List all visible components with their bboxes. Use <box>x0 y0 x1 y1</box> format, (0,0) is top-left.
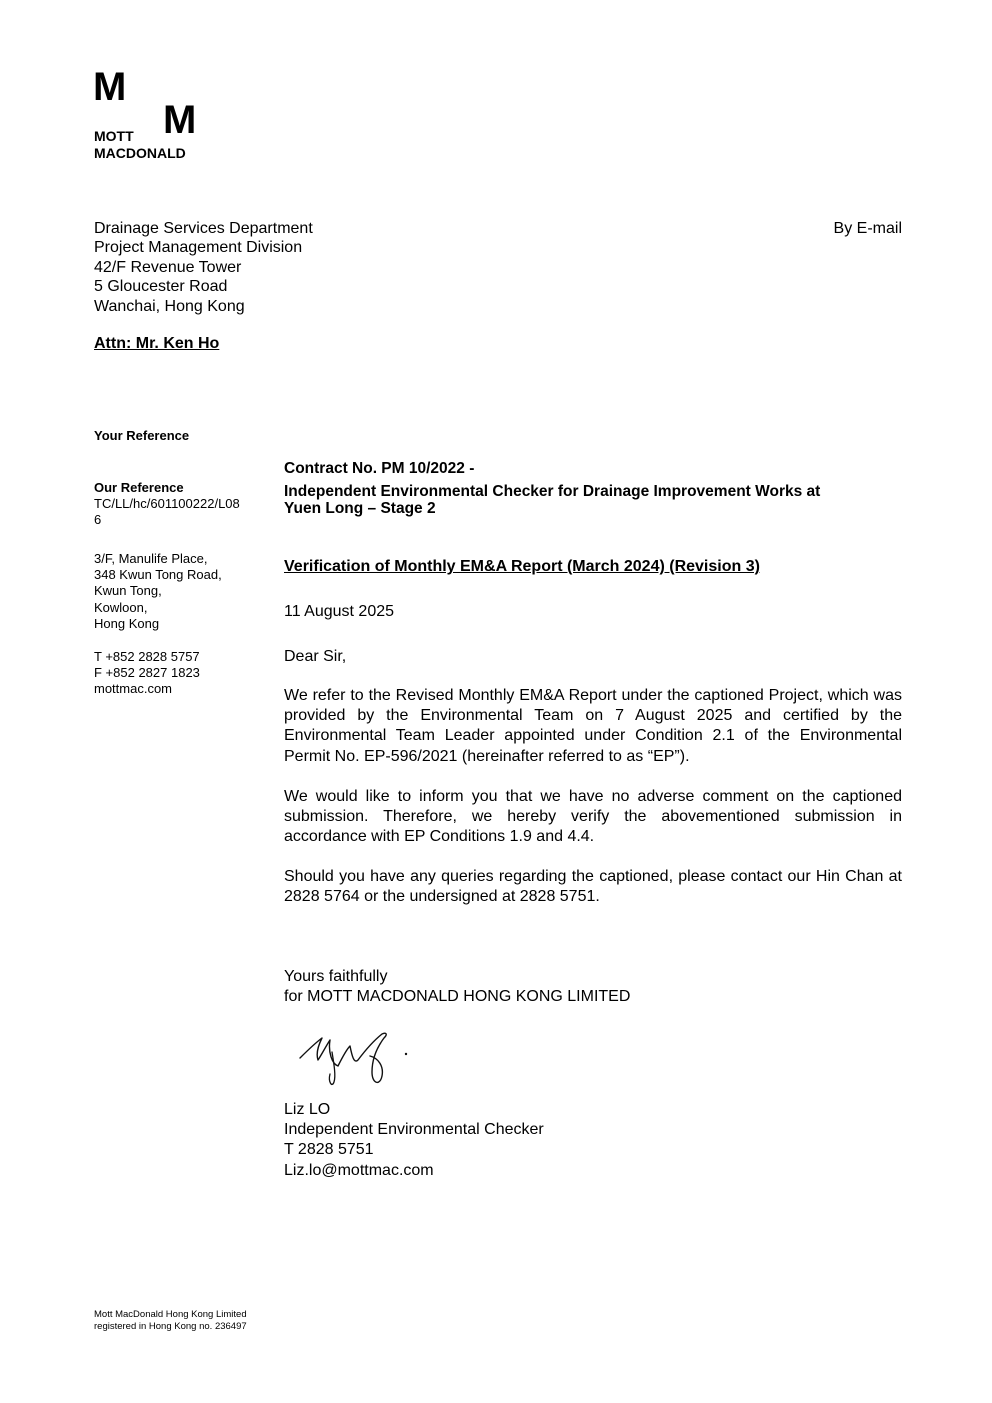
your-reference-label: Your Reference <box>94 428 190 443</box>
footer <box>94 1309 247 1332</box>
footer-line-2: registered in Hong Kong no. 236497 <box>94 1320 247 1332</box>
signer-name: Liz LO <box>284 1101 331 1118</box>
subject-block <box>284 460 902 517</box>
closing-block <box>284 967 902 1007</box>
contract-number: Contract No. PM 10/2022 - <box>284 460 475 477</box>
recipient-line: 42/F Revenue Tower <box>94 258 242 276</box>
our-reference-value: TC/LL/hc/601100222/L08 <box>94 496 240 512</box>
recipient-line: Wanchai, Hong Kong <box>94 297 245 315</box>
subject-line-1: Independent Environmental Checker for Drainage Improvement Works at <box>284 483 821 500</box>
our-reference-block <box>94 480 259 529</box>
our-reference-value-cont: 6 <box>94 512 102 528</box>
logo-mark-right: M <box>163 98 197 142</box>
recipient-line: Project Management Division <box>94 239 303 257</box>
logo-wordmark <box>94 128 186 162</box>
recipient-address <box>94 219 313 316</box>
signer-title: Independent Environmental Checker <box>284 1121 544 1139</box>
signer-phone: T 2828 5751 <box>284 1141 374 1159</box>
office-address-line: Kowloon, <box>94 599 148 615</box>
subject-line-2: Yuen Long – Stage 2 <box>284 500 436 517</box>
office-address-line: 3/F, Manulife Place, <box>94 551 208 566</box>
office-contact <box>94 649 259 698</box>
signer-email[interactable]: Liz.lo@mottmac.com <box>284 1161 434 1179</box>
paragraph-3: Should you have any queries regarding the captioned, please contact our Hin Chan at 2828 5764 or the undersigned at 2828 5751. <box>284 868 902 906</box>
office-website: mottmac.com <box>94 681 173 697</box>
footer-line-1: Mott MacDonald Hong Kong Limited <box>94 1309 247 1320</box>
closing: Yours faithfully <box>284 968 388 985</box>
logo-mark-left: M <box>93 65 127 109</box>
paragraph-1: We refer to the Revised Monthly EM&A Report under the captioned Project, which was provided by the Environmental Team on 7 August 2025 and certified by the Environmental Team Leader appointed under Condition 2.1 of the Environmental Permit No. EP-596/2021 (hereinafter referred to as “EP”). <box>284 687 902 765</box>
salutation: Dear Sir, <box>284 648 347 665</box>
recipient-line: Drainage Services Department <box>94 220 313 237</box>
office-phone: T +852 2828 5757 <box>94 649 200 664</box>
delivery-method: By E-mail <box>833 220 902 237</box>
recipient-line: 5 Gloucester Road <box>94 278 228 296</box>
office-address-line: Kwun Tong, <box>94 583 162 599</box>
office-fax: F +852 2827 1823 <box>94 665 200 681</box>
our-reference-label: Our Reference <box>94 480 184 495</box>
verification-heading: Verification of Monthly EM&A Report (March 2024) (Revision 3) <box>284 558 760 575</box>
attention-line: Attn: Mr. Ken Ho <box>94 335 220 352</box>
office-address-line: Hong Kong <box>94 615 160 631</box>
company-line: for MOTT MACDONALD HONG KONG LIMITED <box>284 988 631 1006</box>
office-address <box>94 551 259 632</box>
letter-date: 11 August 2025 <box>284 603 395 620</box>
office-address-line: 348 Kwun Tong Road, <box>94 567 222 583</box>
logo-line-2: MACDONALD <box>94 145 186 161</box>
signer-block <box>284 1100 902 1181</box>
logo-line-1: MOTT <box>94 128 134 144</box>
handwritten-signature <box>292 1024 422 1092</box>
paragraph-2: We would like to inform you that we have no adverse comment on the captioned submission. Therefore, we hereby verify the abovementioned submission in accordance with EP Conditions 1.9 and 4.4. <box>284 788 902 846</box>
